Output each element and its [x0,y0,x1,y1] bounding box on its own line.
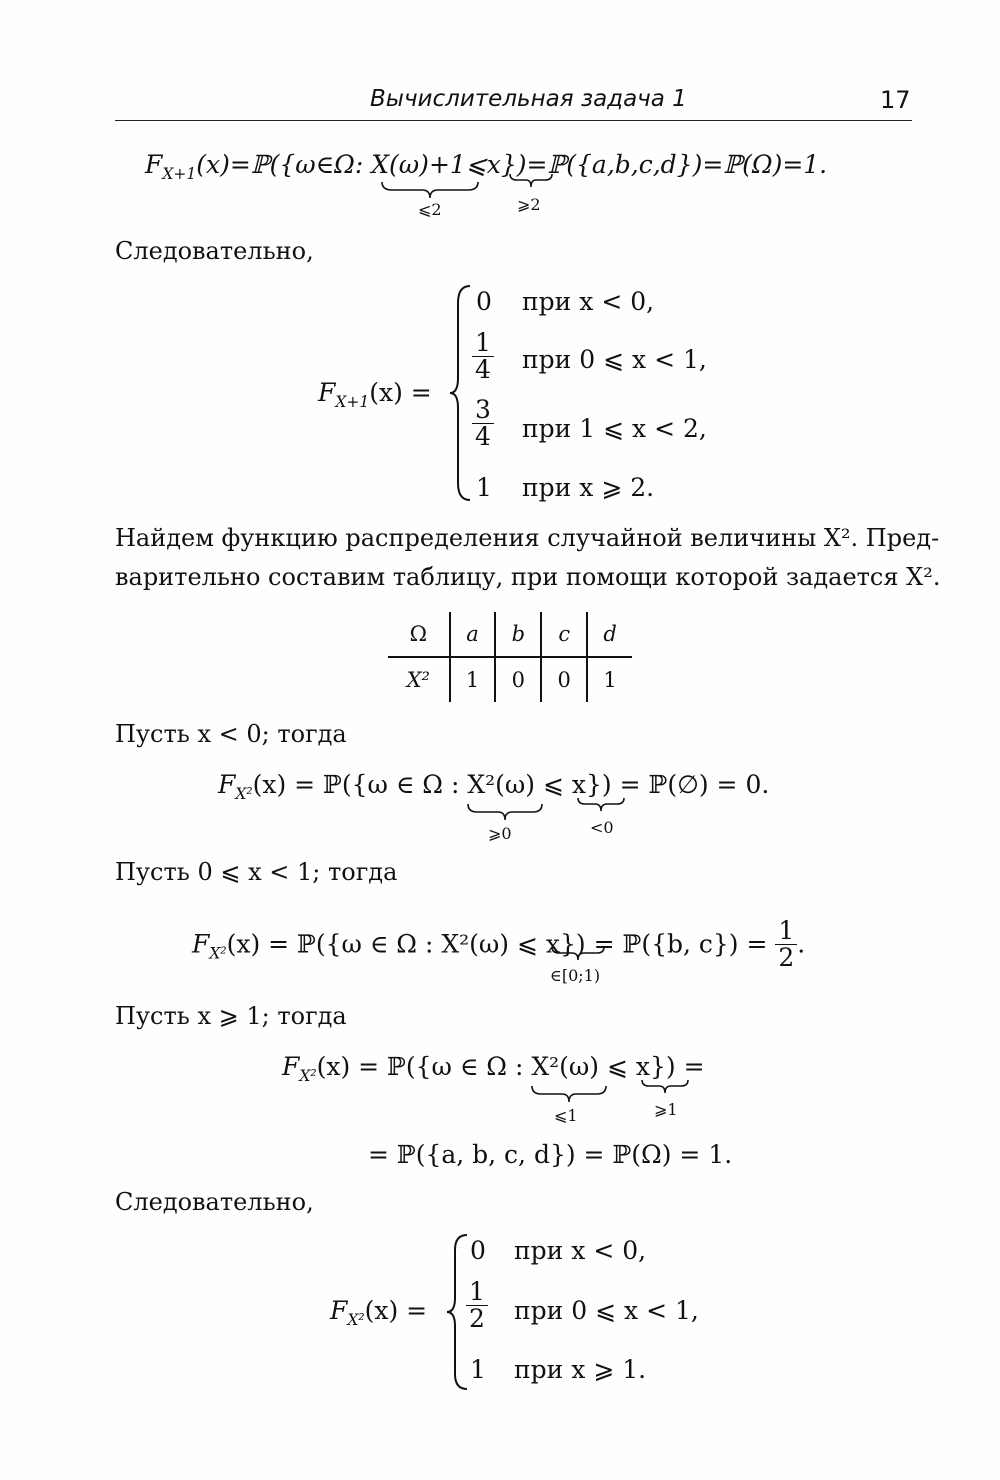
piece-condition: при x ⩾ 2. [522,473,655,502]
table-row: X² 1 0 0 1 [388,657,632,702]
equation-case3-line2: = ℙ({a, b, c, d}) = ℙ(Ω) = 1. [368,1140,733,1169]
piece-value: 0 [476,287,492,316]
paragraph-text: Следовательно, [115,1188,314,1216]
values-table [388,612,632,702]
equation-case2: $F_{X^2}(x)$ = ℙ({ω ∈ Ω : X²(ω) ⩽ x}) = ℙ({b, c}) = $\frac{1}{2}$ . [192,916,806,973]
running-header: Вычислительная задача 1 [370,86,687,112]
equation-case1: $F_{X^2}(x)$ = ℙ({ω ∈ Ω : X²(ω) ⩽ x}) = ℙ(∅) = 0. [218,770,770,803]
underbrace [550,945,606,963]
left-brace [448,283,474,503]
piece-value-fraction: $\frac{1}{2}$ [466,1279,488,1333]
piece-value: 0 [470,1236,486,1265]
equation-case3: $F_{X^2}(x)$ = ℙ({ω ∈ Ω : X²(ω) ⩽ x}) = [282,1052,705,1085]
case-text: Пусть 0 ⩽ x < 1; тогда [115,858,398,886]
case-text: Пусть x ⩾ 1; тогда [115,1002,347,1030]
underbrace-label: ⩽2 [418,200,442,219]
underbrace-content: X(ω)+1 [371,150,466,179]
underbrace-label: ∈[0;1) [550,966,601,985]
underbrace-label: <0 [590,818,614,837]
piecewise-lhs: $F_{X+1}(x)$ = [318,378,432,411]
piece-value-fraction: $\frac{1}{4}$ [472,330,494,384]
underbrace [640,1078,690,1096]
paragraph-line: варительно составим таблицу, при помощи которой задается X². [115,563,941,591]
page-number: 17 [880,86,911,114]
paragraph-text: Следовательно, [115,237,314,265]
case-text: Пусть x < 0; тогда [115,720,347,748]
underbrace [508,172,554,190]
header-rule [115,120,912,121]
equation-fx1-values: $F_{X+1}(x)=ℙ(\{\omega\in\Omega$: X(ω)+1⩽x})=ℙ({a,b,c,d})=ℙ(Ω)=1. [145,150,828,183]
piece-condition: при x < 0, [514,1236,647,1265]
underbrace-label: ⩽1 [554,1106,578,1125]
piece-value: 1 [470,1355,486,1384]
piece-value-fraction: $\frac{3}{4}$ [472,397,494,451]
piece-value: 1 [476,473,492,502]
piece-condition: при 0 ⩽ x < 1, [514,1296,699,1325]
table-row: Ω a b c d [388,612,632,657]
piece-condition: при 1 ⩽ x < 2, [522,414,707,443]
piece-condition: при 0 ⩽ x < 1, [522,345,707,374]
piece-condition: при x < 0, [522,287,655,316]
underbrace [380,180,480,200]
underbrace [530,1084,608,1104]
underbrace [466,802,544,822]
paragraph-line: Найдем функцию распределения случайной величины X². Пред- [115,524,940,552]
underbrace-label: ⩾0 [488,824,512,843]
piece-condition: при x ⩾ 1. [514,1355,647,1384]
piecewise-lhs: $F_{X^2}(x)$ = [330,1296,428,1329]
underbrace-label: ⩾1 [654,1100,678,1119]
underbrace [576,796,626,814]
underbrace-label: ⩾2 [517,195,541,214]
